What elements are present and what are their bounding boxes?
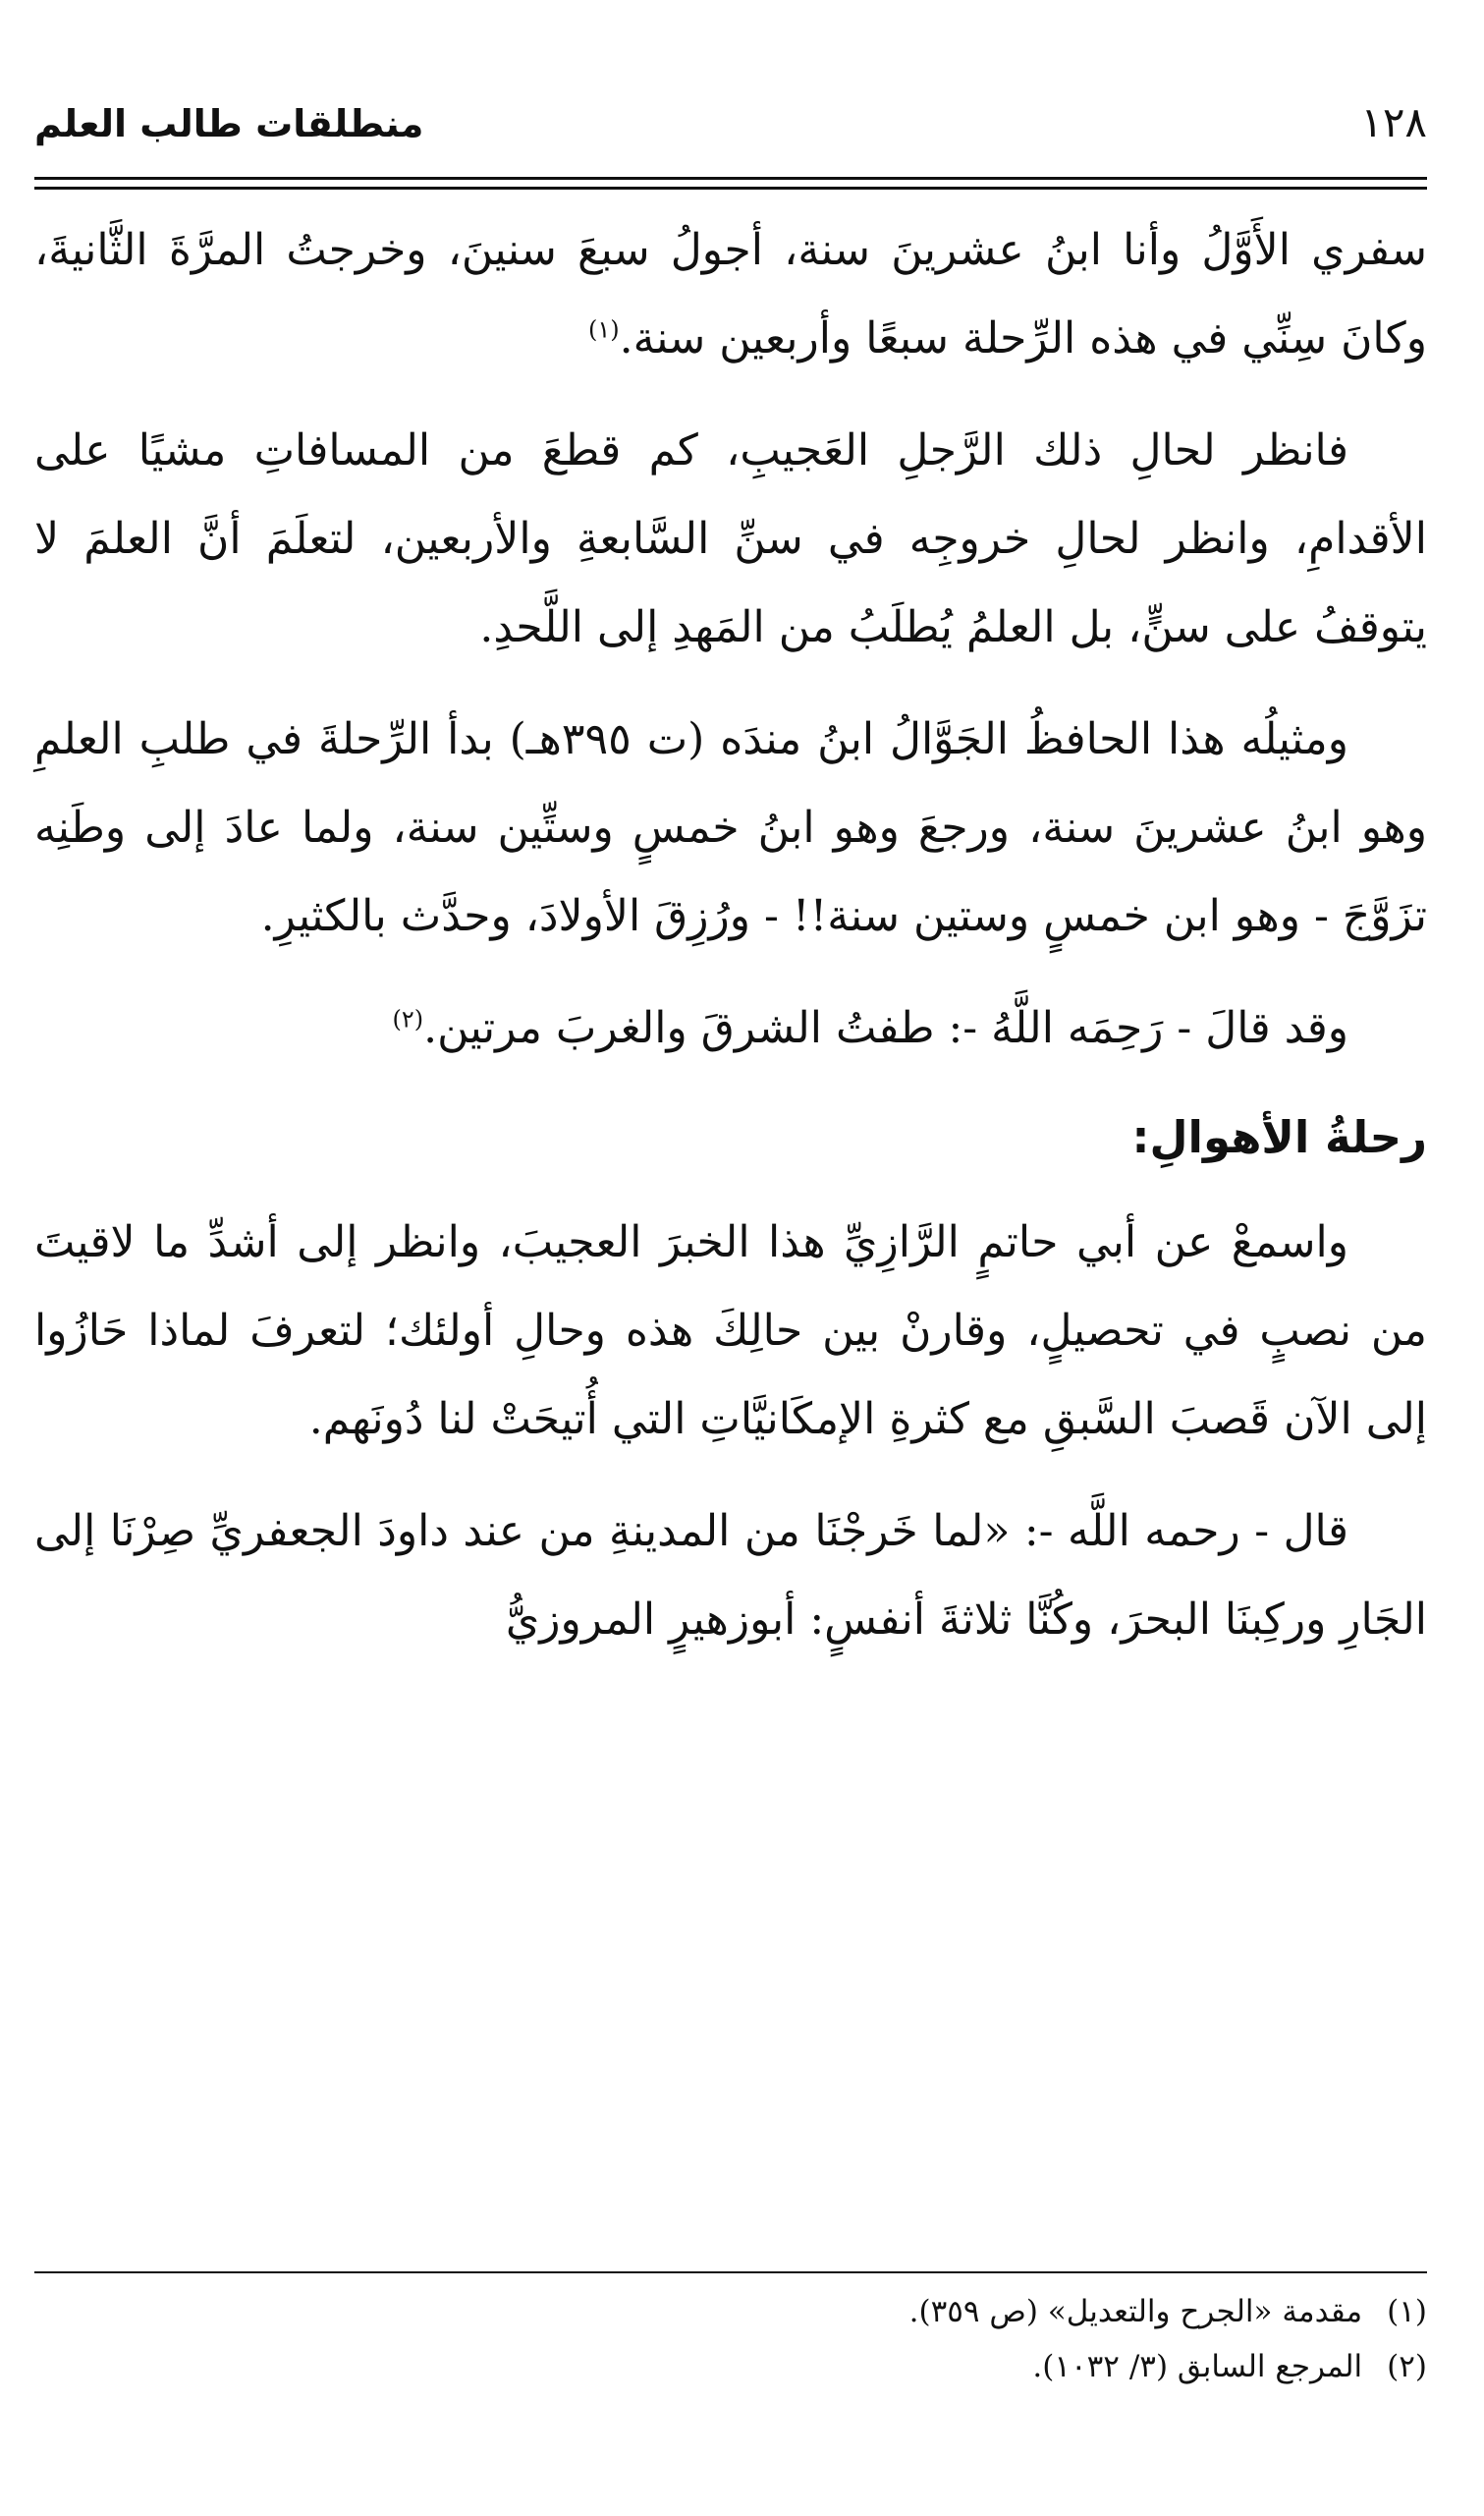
paragraph-ibn-mandah xyxy=(34,696,1427,961)
section-title: رحلةُ الأهوالِ: xyxy=(1131,1111,1427,1163)
footnote-separator xyxy=(34,2271,1427,2273)
running-header xyxy=(34,98,1427,159)
paragraph-text: ومثيلُه هذا الحافظُ الجَوَّالُ ابنُ مندَه (ت ٣٩٥هـ) بدأ الرِّحلةَ في طلبِ العلمِ وهو ابنُ عشرينَ سنة، ورجعَ وهو ابنُ خمسٍ وستِّين سنة، ولما عادَ إلى وطَنِه تزَوَّجَ - وهو ابن خمسٍ وستين سنة!! - ورُزِقَ الأولادَ، وحدَّث بالكثيرِ. xyxy=(34,714,1427,941)
main-text xyxy=(34,206,1427,1688)
footnote-reference-2: (٢) xyxy=(392,1005,424,1034)
header-top-rule xyxy=(34,177,1427,180)
footnote-mark: (٢) xyxy=(1387,2349,1427,2384)
paragraph-quote xyxy=(34,984,1427,1073)
paragraph-text: قال - رحمه اللَّه -: «لما خَرجْنَا من المدينةِ من عند داودَ الجعفريِّ صِرْنَا إلى الجَارِ وركِبنَا البحرَ، وكُنَّا ثلاثةَ أنفسٍ: أبوزهيرٍ المروزيُّ xyxy=(34,1506,1427,1645)
paragraph-text: فانظر لحالِ ذلك الرَّجلِ العَجيبِ، كم قطعَ من المسافاتِ مشيًا على الأقدامِ، وانظر لحالِ خروجِه في سنِّ السَّابعةِ والأربعين، لتعلَمَ أنَّ العلمَ لا يتوقفُ على سنٍّ، بل العلمُ يُطلَبُ من المَهدِ إلى اللَّحدِ. xyxy=(34,425,1427,652)
footnote-1 xyxy=(34,2284,1427,2339)
paragraph-journey-quote xyxy=(34,1487,1427,1664)
page-number: ١٢٨ xyxy=(1360,98,1427,146)
paragraph-travel-age xyxy=(34,206,1427,383)
footnote-reference-1: (١) xyxy=(587,315,620,344)
footnote-2 xyxy=(34,2339,1427,2394)
footnote-text: المرجع السابق (٣/ ١٠٣٢). xyxy=(1032,2349,1363,2384)
running-title: منطلقات طالب العلم xyxy=(34,102,424,145)
paragraph-text: سفري الأَوَّلُ وأنا ابنُ عشرينَ سنة، أجولُ سبعَ سنينَ، وخرجتُ المرَّةَ الثَّانيةَ، وكانَ سِنِّي في هذه الرِّحلة سبعًا وأربعين سنة. xyxy=(34,225,1427,363)
paragraph-strange-man xyxy=(34,407,1427,672)
footnotes xyxy=(34,2284,1427,2394)
footnote-text: مقدمة «الجرح والتعديل» (ص ٣٥٩). xyxy=(908,2294,1363,2329)
paragraph-abu-hatim xyxy=(34,1199,1427,1464)
paragraph-text: واسمعْ عن أبي حاتمٍ الرَّازِيِّ هذا الخبرَ العجيبَ، وانظر إلى أشدِّ ما لاقيتَ من نصبٍ في تحصيلٍ، وقارنْ بين حالِكَ هذه وحالِ أولئك؛ لتعرفَ لماذا حَازُوا إلى الآن قَصبَ السَّبقِ مع كثرةِ الإمكَانيَّاتِ التي أُتيحَتْ لنا دُونَهم. xyxy=(34,1217,1427,1444)
paragraph-text: وقد قالَ - رَحِمَه اللَّهُ -: طفتُ الشرقَ والغربَ مرتين. xyxy=(423,1003,1348,1053)
footnote-mark: (١) xyxy=(1387,2294,1427,2329)
header-bottom-rule xyxy=(34,187,1427,190)
